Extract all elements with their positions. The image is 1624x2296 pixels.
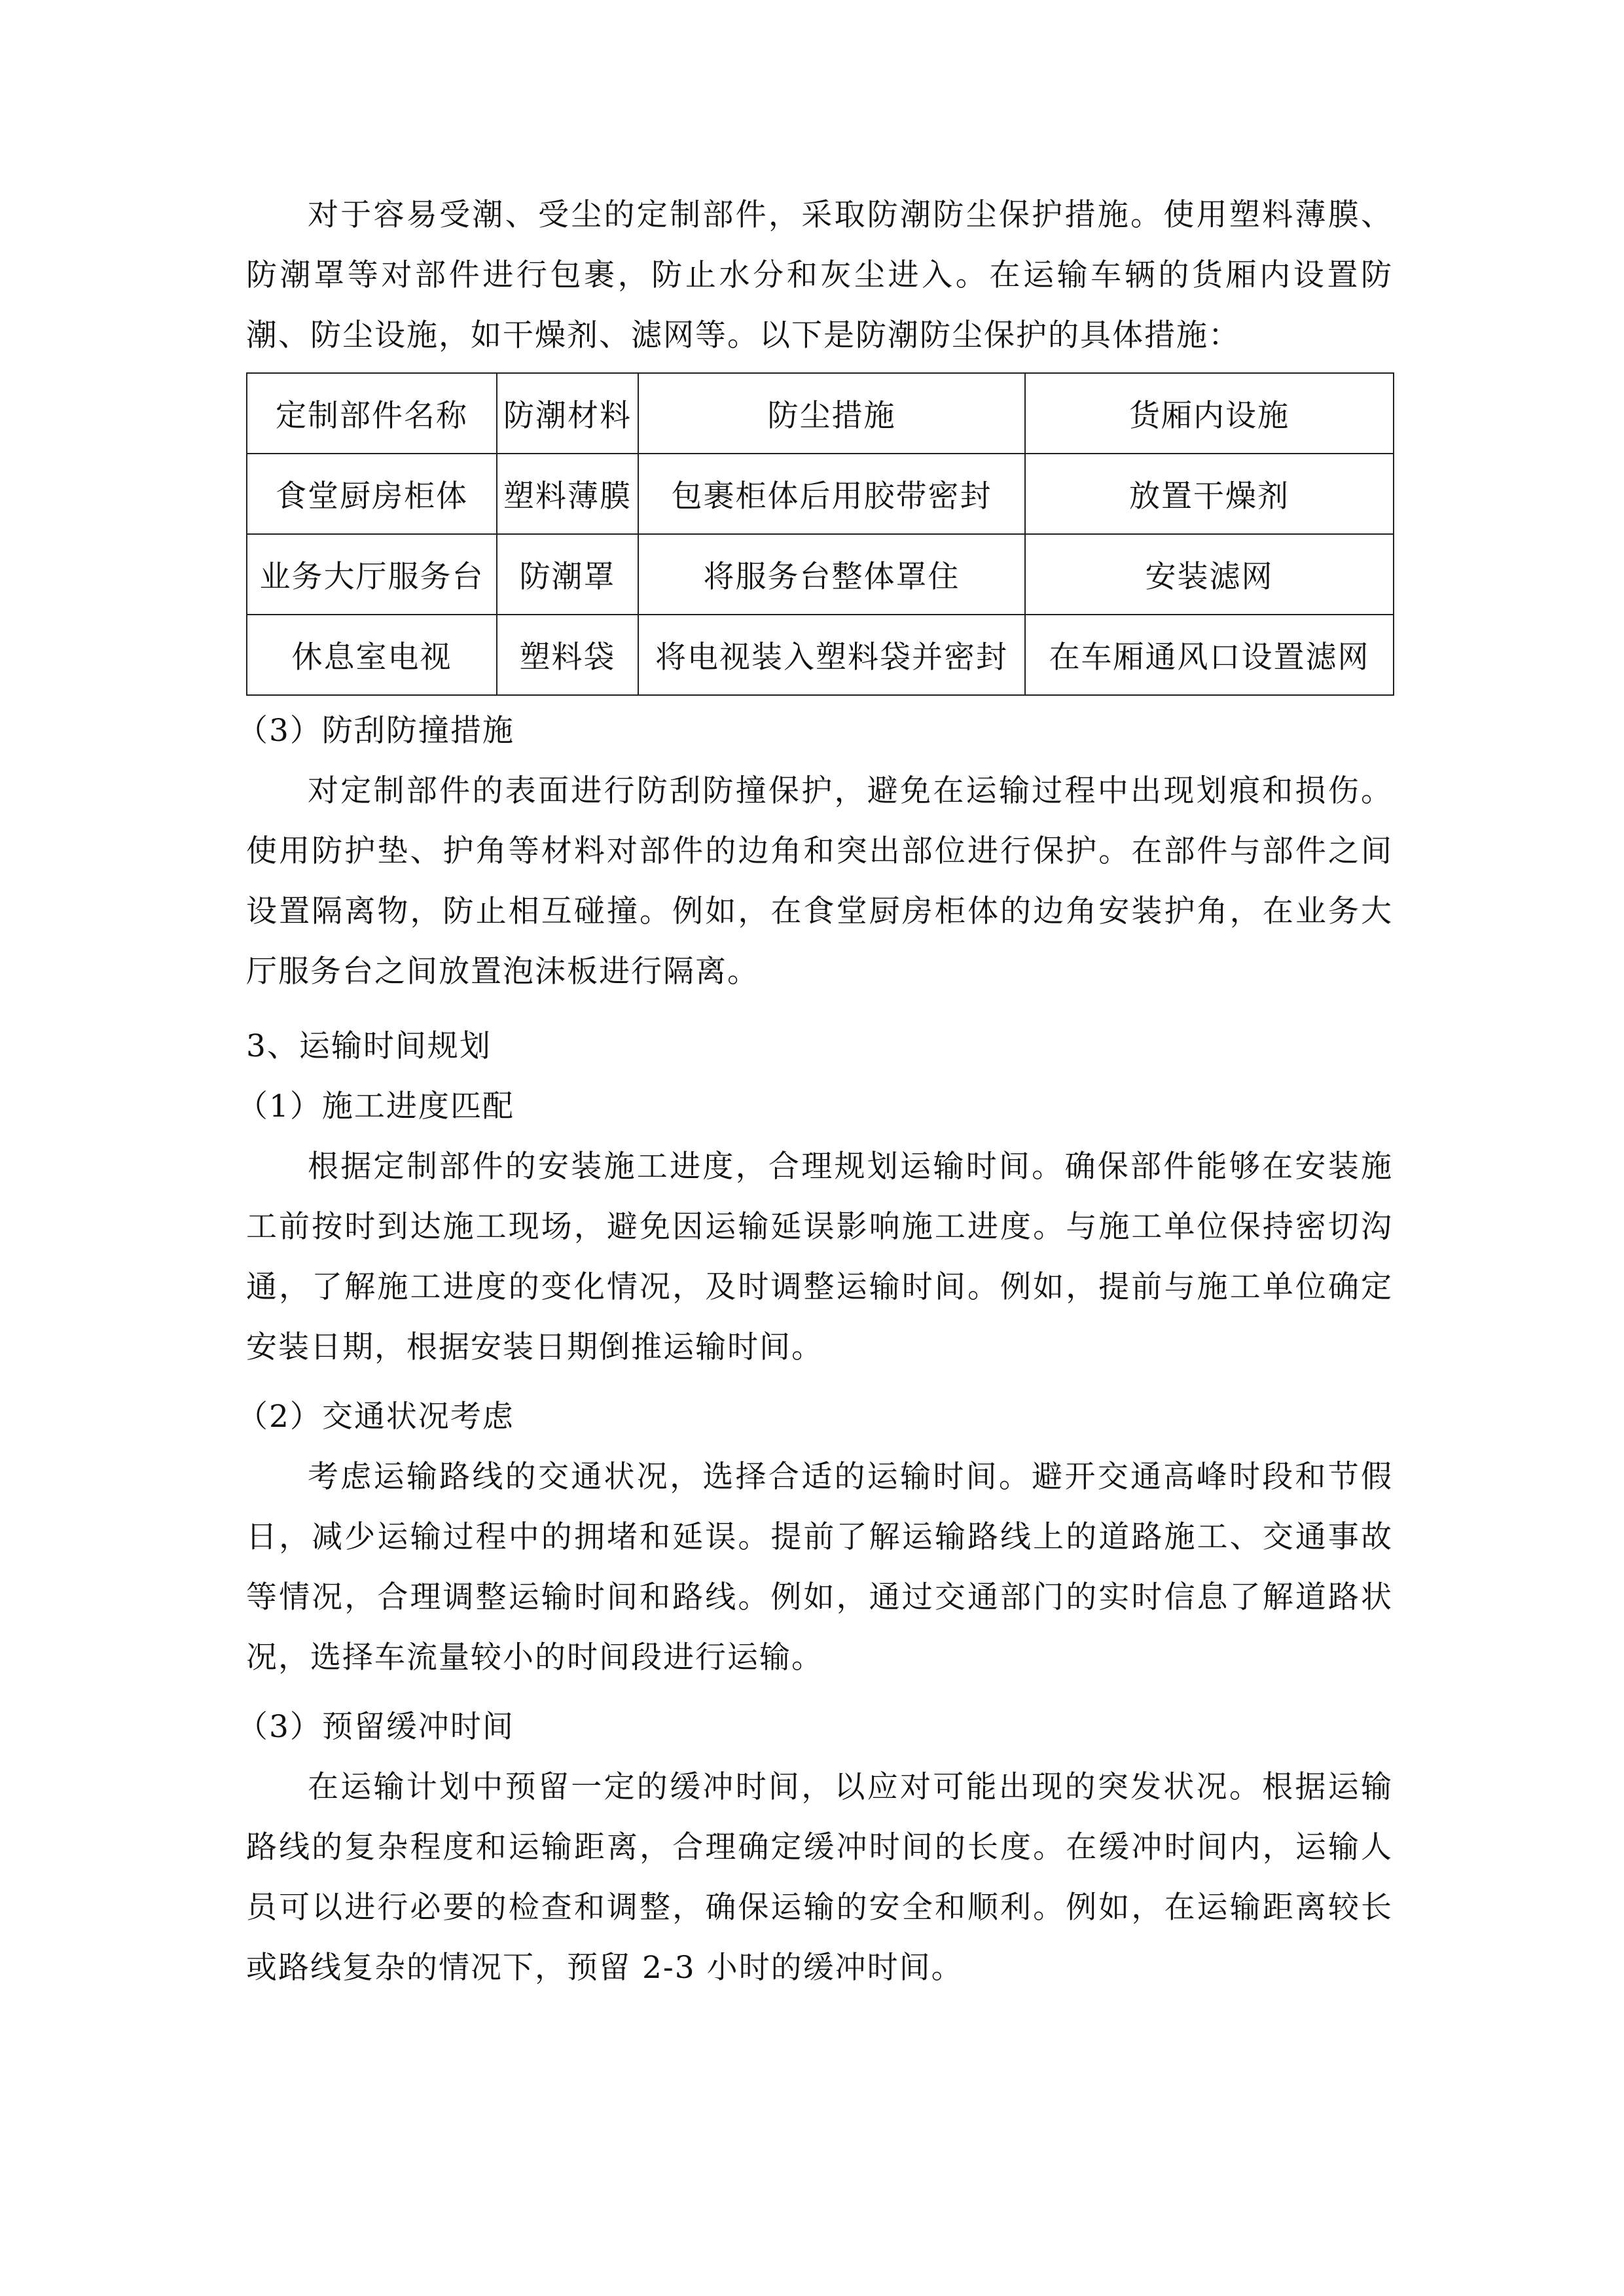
traffic-paragraph: 考虑运输路线的交通状况，选择合适的运输时间。避开交通高峰时段和节假日，减少运输过程中的拥堵和延误。提前了解运输路线上的道路施工、交通事故等情况，合理调整运输时间和路线。例如，通过交通部门的实时信息了解道路状况，选择车流量较小的时间段进行运输。: [246, 1459, 1393, 1676]
table-cell: 安装滤网: [1025, 534, 1394, 615]
table-header-cell: 防潮材料: [497, 373, 638, 454]
table-row: [247, 534, 1394, 615]
table-cell: 业务大厅服务台: [247, 534, 497, 615]
progress-paragraph: 根据定制部件的安装施工进度，合理规划运输时间。确保部件能够在安装施工前按时到达施工现场，避免因运输延误影响施工进度。与施工单位保持密切沟通，了解施工进度的变化情况，及时调整运输时间。例如，提前与施工单位确定安装日期，根据安装日期倒推运输时间。: [246, 1149, 1393, 1365]
table-cell: 食堂厨房柜体: [247, 454, 497, 534]
table-cell: 将电视装入塑料袋并密封: [638, 615, 1025, 695]
table-cell: 防潮罩: [497, 534, 638, 615]
table-cell: 将服务台整体罩住: [638, 534, 1025, 615]
table-cell: 塑料袋: [497, 615, 638, 695]
table-header-row: [247, 373, 1394, 454]
table-header-cell: 货厢内设施: [1025, 373, 1394, 454]
buffer-paragraph: 在运输计划中预留一定的缓冲时间，以应对可能出现的突发状况。根据运输路线的复杂程度和运输距离，合理确定缓冲时间的长度。在缓冲时间内，运输人员可以进行必要的检查和调整，确保运输的安全和顺利。例如，在运输距离较长或路线复杂的情况下，预留 2-3 小时的缓冲时间。: [246, 1769, 1393, 1986]
subsection-heading-progress: （1）施工进度匹配: [237, 1088, 514, 1124]
table-cell: 放置干燥剂: [1025, 454, 1394, 534]
table-row: [247, 615, 1394, 695]
intro-paragraph: 对于容易受潮、受尘的定制部件，采取防潮防尘保护措施。使用塑料薄膜、防潮罩等对部件进行包裹，防止水分和灰尘进入。在运输车辆的货厢内设置防潮、防尘设施，如干燥剂、滤网等。以下是防潮防尘保护的具体措施：: [246, 197, 1393, 353]
page-content: [237, 185, 1393, 1998]
table-header-cell: 定制部件名称: [247, 373, 497, 454]
subsection-heading-traffic: （2）交通状况考虑: [237, 1399, 514, 1435]
table-cell: 休息室电视: [247, 615, 497, 695]
scratch-protection-paragraph: 对定制部件的表面进行防刮防撞保护，避免在运输过程中出现划痕和损伤。使用防护垫、护角等材料对部件的边角和突出部位进行保护。在部件与部件之间设置隔离物，防止相互碰撞。例如，在食堂厨房柜体的边角安装护角，在业务大厅服务台之间放置泡沫板进行隔离。: [246, 773, 1393, 990]
table-cell: 塑料薄膜: [497, 454, 638, 534]
protection-table: [246, 372, 1394, 696]
section-heading-scratch-protection: （3）防刮防撞措施: [237, 713, 514, 749]
section-heading-schedule: 3、运输时间规划: [246, 1028, 492, 1064]
table-row: [247, 454, 1394, 534]
table-header-cell: 防尘措施: [638, 373, 1025, 454]
subsection-heading-buffer: （3）预留缓冲时间: [237, 1709, 514, 1745]
table-cell: 在车厢通风口设置滤网: [1025, 615, 1394, 695]
table-cell: 包裹柜体后用胶带密封: [638, 454, 1025, 534]
